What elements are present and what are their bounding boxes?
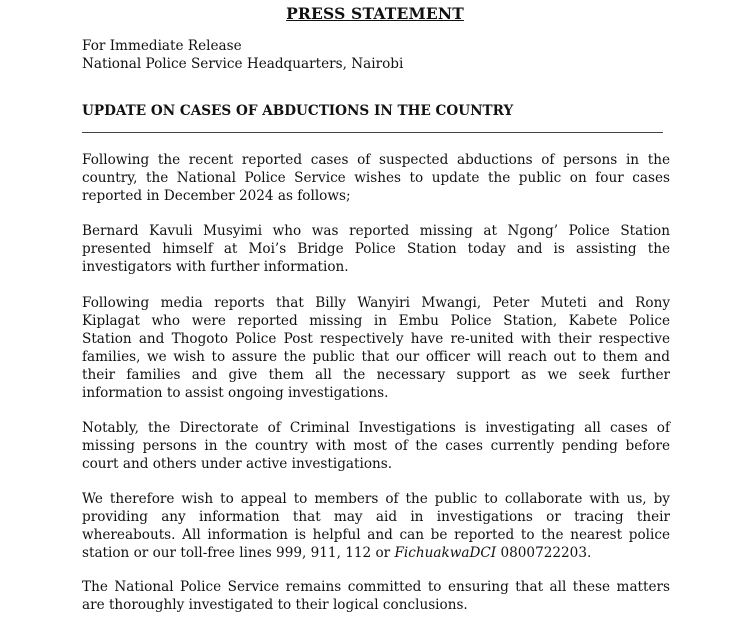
text-line: Station and Thogoto Police Post respectively have re-united with their respective	[82, 331, 670, 347]
text-line: missing persons in the country with most of the cases currently pending before	[82, 438, 670, 454]
text-line: Kiplagat who were reported missing in Embu Police Station, Kabete Police	[82, 313, 670, 329]
text-line: investigators with further information.	[82, 259, 349, 275]
release-line-2: National Police Service Headquarters, Nairobi	[82, 56, 404, 72]
heading-divider	[82, 132, 663, 133]
text-line: Following the recent reported cases of suspected abductions of persons in the	[82, 152, 670, 168]
text-line: families, we wish to assure the public that our officer will reach out to them and	[82, 349, 670, 365]
text-line	[82, 544, 670, 562]
text-line: reported in December 2024 as follows;	[82, 188, 351, 204]
text-line: Notably, the Directorate of Criminal Investigations is investigating all cases of	[82, 420, 670, 436]
document-title: PRESS STATEMENT	[286, 4, 464, 23]
text-line: country, the National Police Service wishes to update the public on four cases	[82, 170, 670, 186]
hotline-number: 0800722203.	[496, 545, 592, 561]
text-line: We therefore wish to appeal to members of the public to collaborate with us, by	[82, 491, 670, 507]
text-line: court and others under active investigations.	[82, 456, 393, 472]
release-block	[82, 37, 403, 73]
paragraph-intro	[82, 151, 670, 205]
paragraph-reunited	[82, 294, 670, 402]
statement-heading: UPDATE ON CASES OF ABDUCTIONS IN THE COUNTRY	[82, 103, 514, 119]
text-line: providing any information that may aid in investigations or tracing their	[82, 509, 670, 525]
paragraph-musyimi	[82, 222, 670, 276]
text-line: their families and give them all the necessary support as we seek further	[82, 367, 670, 383]
text-line: Following media reports that Billy Wanyiri Mwangi, Peter Muteti and Rony	[82, 295, 670, 311]
fichua-kwa-dci-text: FichuakwaDCI	[394, 545, 497, 561]
text-line: whereabouts. All information is helpful and can be reported to the nearest police	[82, 527, 670, 543]
paragraph-appeal	[82, 490, 670, 562]
text-line: Bernard Kavuli Musyimi who was reported missing at Ngong’ Police Station	[82, 223, 670, 239]
hotline-text: station or our toll-free lines 999, 911, 112 or	[82, 545, 395, 561]
release-line-1: For Immediate Release	[82, 38, 242, 54]
text-line: The National Police Service remains committed to ensuring that all these matters	[82, 579, 670, 595]
paragraph-commitment	[82, 578, 670, 614]
paragraph-dci	[82, 419, 670, 473]
text-line: presented himself at Moi’s Bridge Police Station today and is assisting the	[82, 241, 670, 257]
text-line: are thoroughly investigated to their logical conclusions.	[82, 597, 468, 613]
text-line: information to assist ongoing investigations.	[82, 385, 389, 401]
